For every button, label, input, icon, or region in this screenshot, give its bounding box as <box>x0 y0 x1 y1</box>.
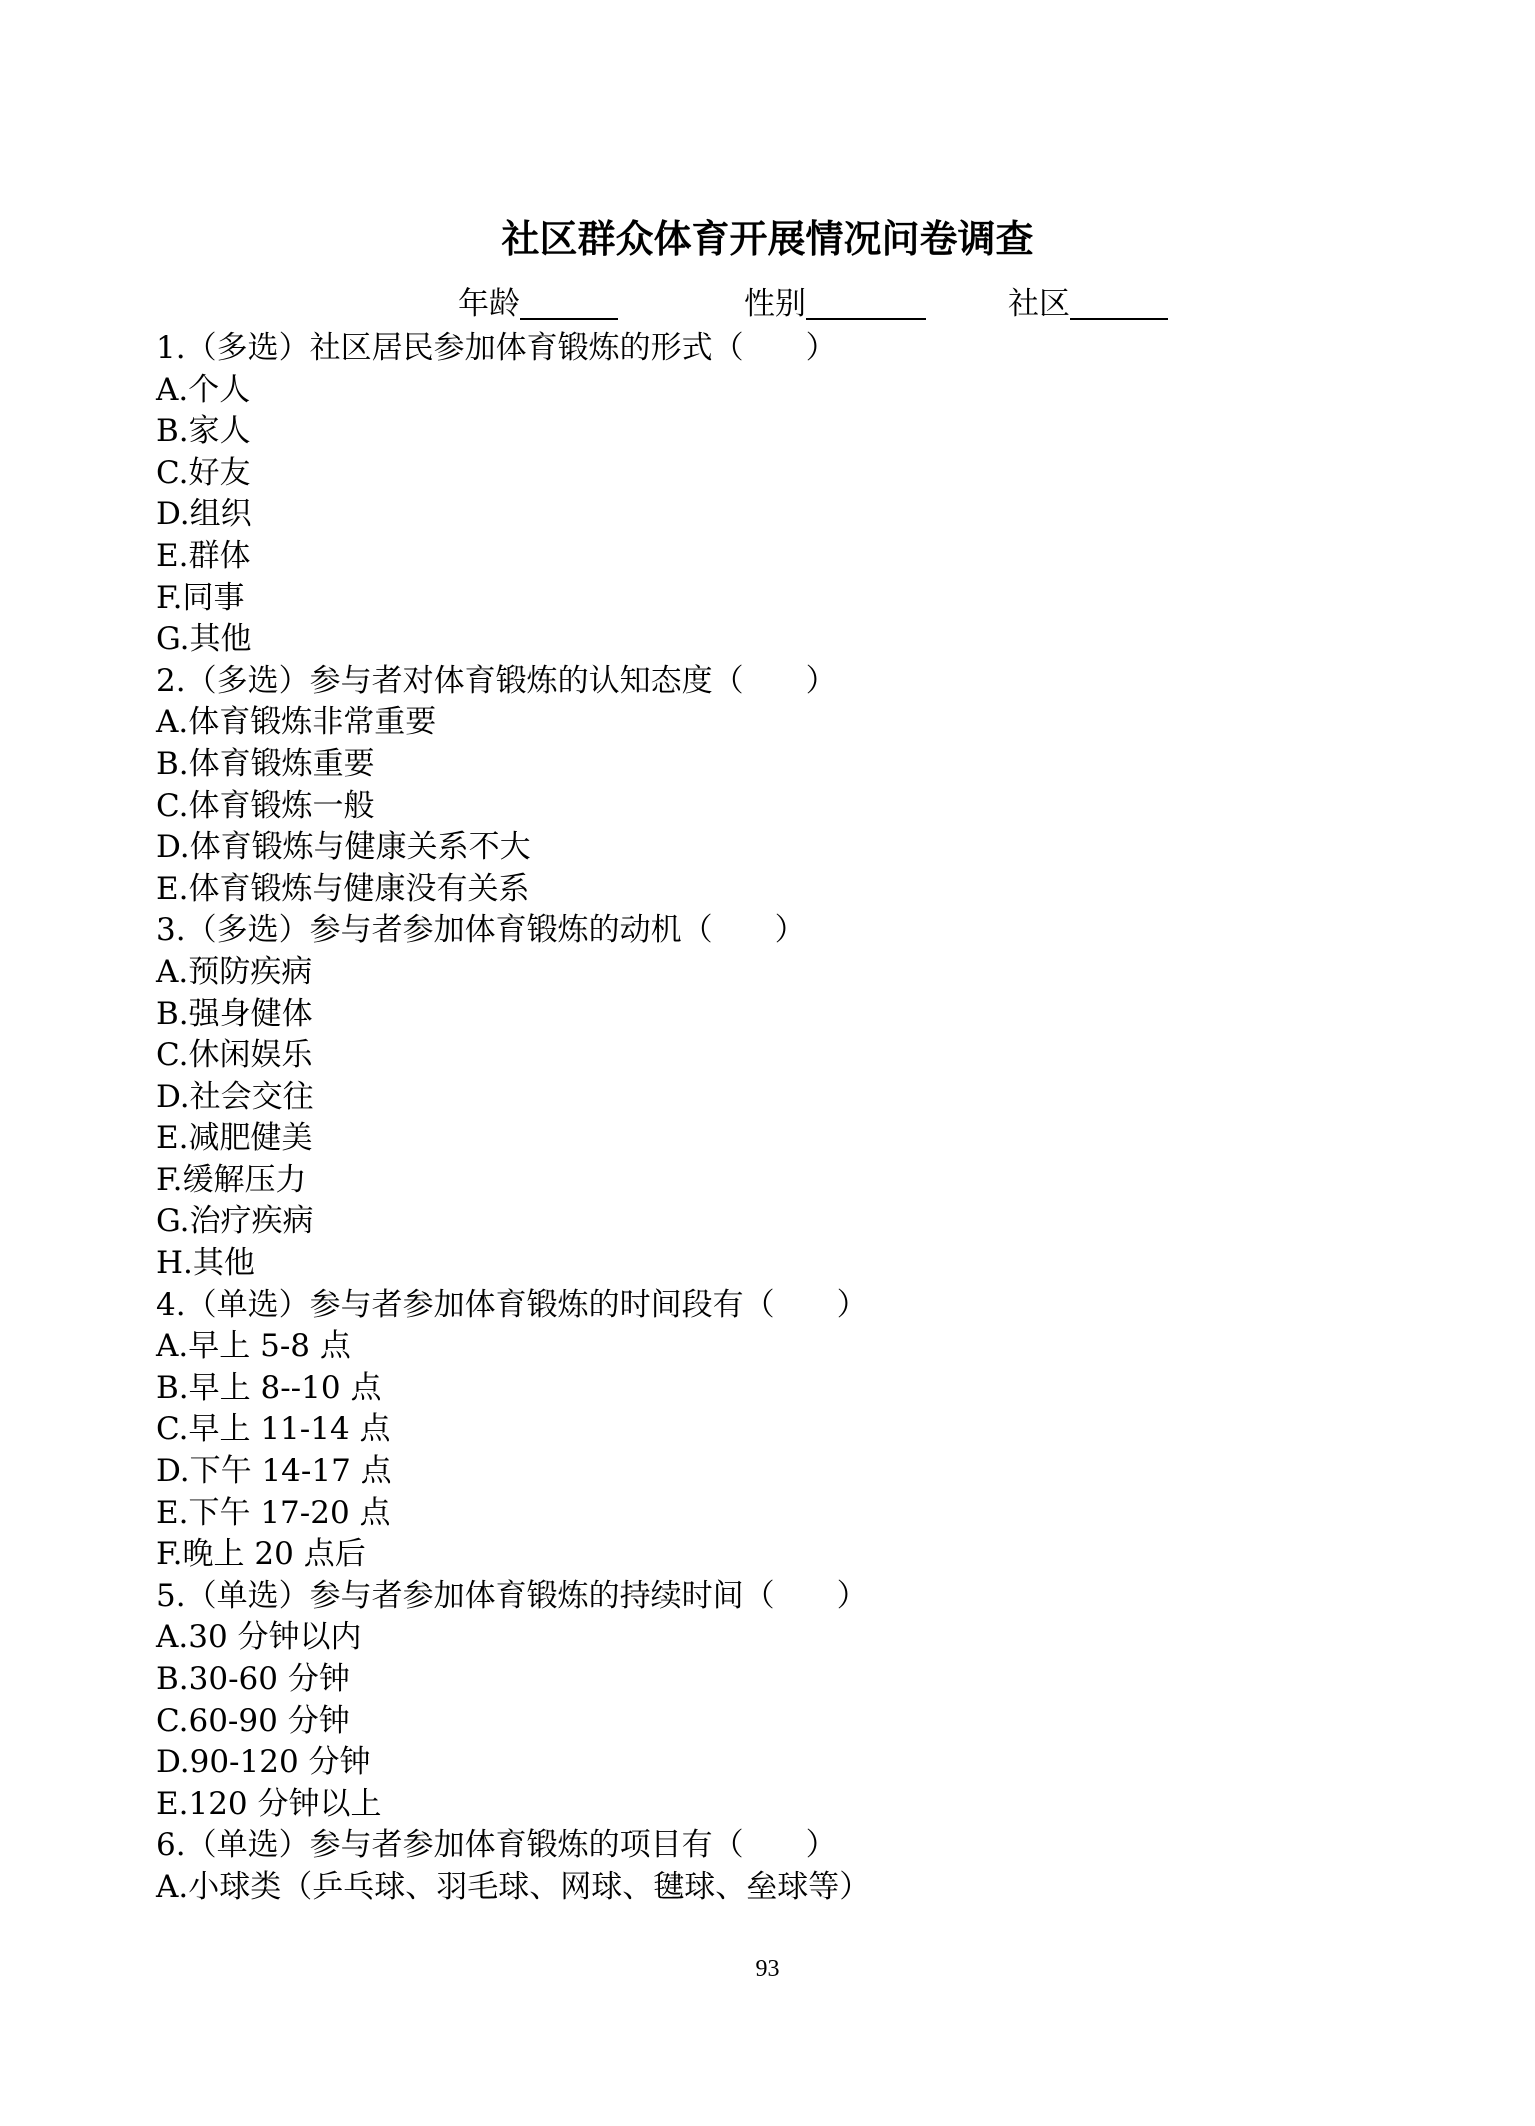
option-text: A.预防疾病 <box>156 953 313 990</box>
page-number: 93 <box>755 1956 780 1982</box>
gender-field[interactable] <box>744 282 926 326</box>
question-text: 1.（多选）社区居民参加体育锻炼的形式（ ） <box>156 330 837 366</box>
option-text: D.社会交往 <box>156 1078 314 1115</box>
option-text: A.个人 <box>156 371 251 408</box>
community-field[interactable] <box>1008 282 1168 326</box>
option-text: C.体育锻炼一般 <box>156 787 375 824</box>
age-blank[interactable] <box>520 284 618 320</box>
option-text: B.强身健体 <box>156 995 313 1032</box>
option-text: D.90-120 分钟 <box>156 1744 371 1781</box>
option-text: C.60-90 分钟 <box>156 1702 350 1739</box>
option-text: E.120 分钟以上 <box>156 1785 382 1822</box>
option-text: B.早上 8--10 点 <box>156 1369 382 1406</box>
option-text: D.体育锻炼与健康关系不大 <box>156 829 531 866</box>
question-text: 6.（单选）参与者参加体育锻炼的项目有（ ） <box>156 1827 837 1864</box>
option-text: F.同事 <box>156 579 245 616</box>
option-text: E.群体 <box>156 537 251 574</box>
option-text: B.体育锻炼重要 <box>156 745 375 782</box>
respondent-info-line <box>0 282 1535 326</box>
question-text: 5.（单选）参与者参加体育锻炼的持续时间（ ） <box>156 1577 868 1614</box>
community-label: 社区 <box>1008 286 1070 322</box>
gender-label: 性别 <box>744 286 806 322</box>
option-text: G.其他 <box>156 621 252 658</box>
option-text: A.早上 5-8 点 <box>156 1328 351 1365</box>
option-text: F.晚上 20 点后 <box>156 1536 366 1573</box>
option-text: B.30-60 分钟 <box>156 1661 350 1697</box>
age-label: 年龄 <box>458 286 520 322</box>
option-text: F.缓解压力 <box>156 1161 307 1198</box>
option-text: A.小球类（乒乓球、羽毛球、网球、毽球、垒球等） <box>156 1868 871 1905</box>
age-field[interactable] <box>458 282 618 326</box>
question-text: 3.（多选）参与者参加体育锻炼的动机（ ） <box>156 912 806 949</box>
option-text: C.早上 11-14 点 <box>156 1411 391 1448</box>
gender-blank[interactable] <box>806 284 926 320</box>
questionnaire-body <box>156 328 1396 1909</box>
option-text: E.体育锻炼与健康没有关系 <box>156 870 530 907</box>
option-text: D.下午 14-17 点 <box>156 1453 392 1490</box>
option-text: A.30 分钟以内 <box>156 1619 362 1656</box>
option-text: D.组织 <box>156 496 252 533</box>
community-blank[interactable] <box>1070 284 1168 320</box>
option-text: A.体育锻炼非常重要 <box>156 704 437 741</box>
option-text: C.好友 <box>156 454 251 491</box>
page-title: 社区群众体育开展情况问卷调查 <box>501 217 1034 261</box>
option-text: B.家人 <box>156 413 251 450</box>
option-text: H.其他 <box>156 1245 255 1282</box>
option-text: E.下午 17-20 点 <box>156 1494 391 1531</box>
option-text: G.治疗疾病 <box>156 1203 314 1240</box>
question-text: 2.（多选）参与者对体育锻炼的认知态度（ ） <box>156 662 837 699</box>
option-text: C.休闲娱乐 <box>156 1037 313 1074</box>
question-text: 4.（单选）参与者参加体育锻炼的时间段有（ ） <box>156 1286 868 1323</box>
option-text: E.减肥健美 <box>156 1120 313 1157</box>
